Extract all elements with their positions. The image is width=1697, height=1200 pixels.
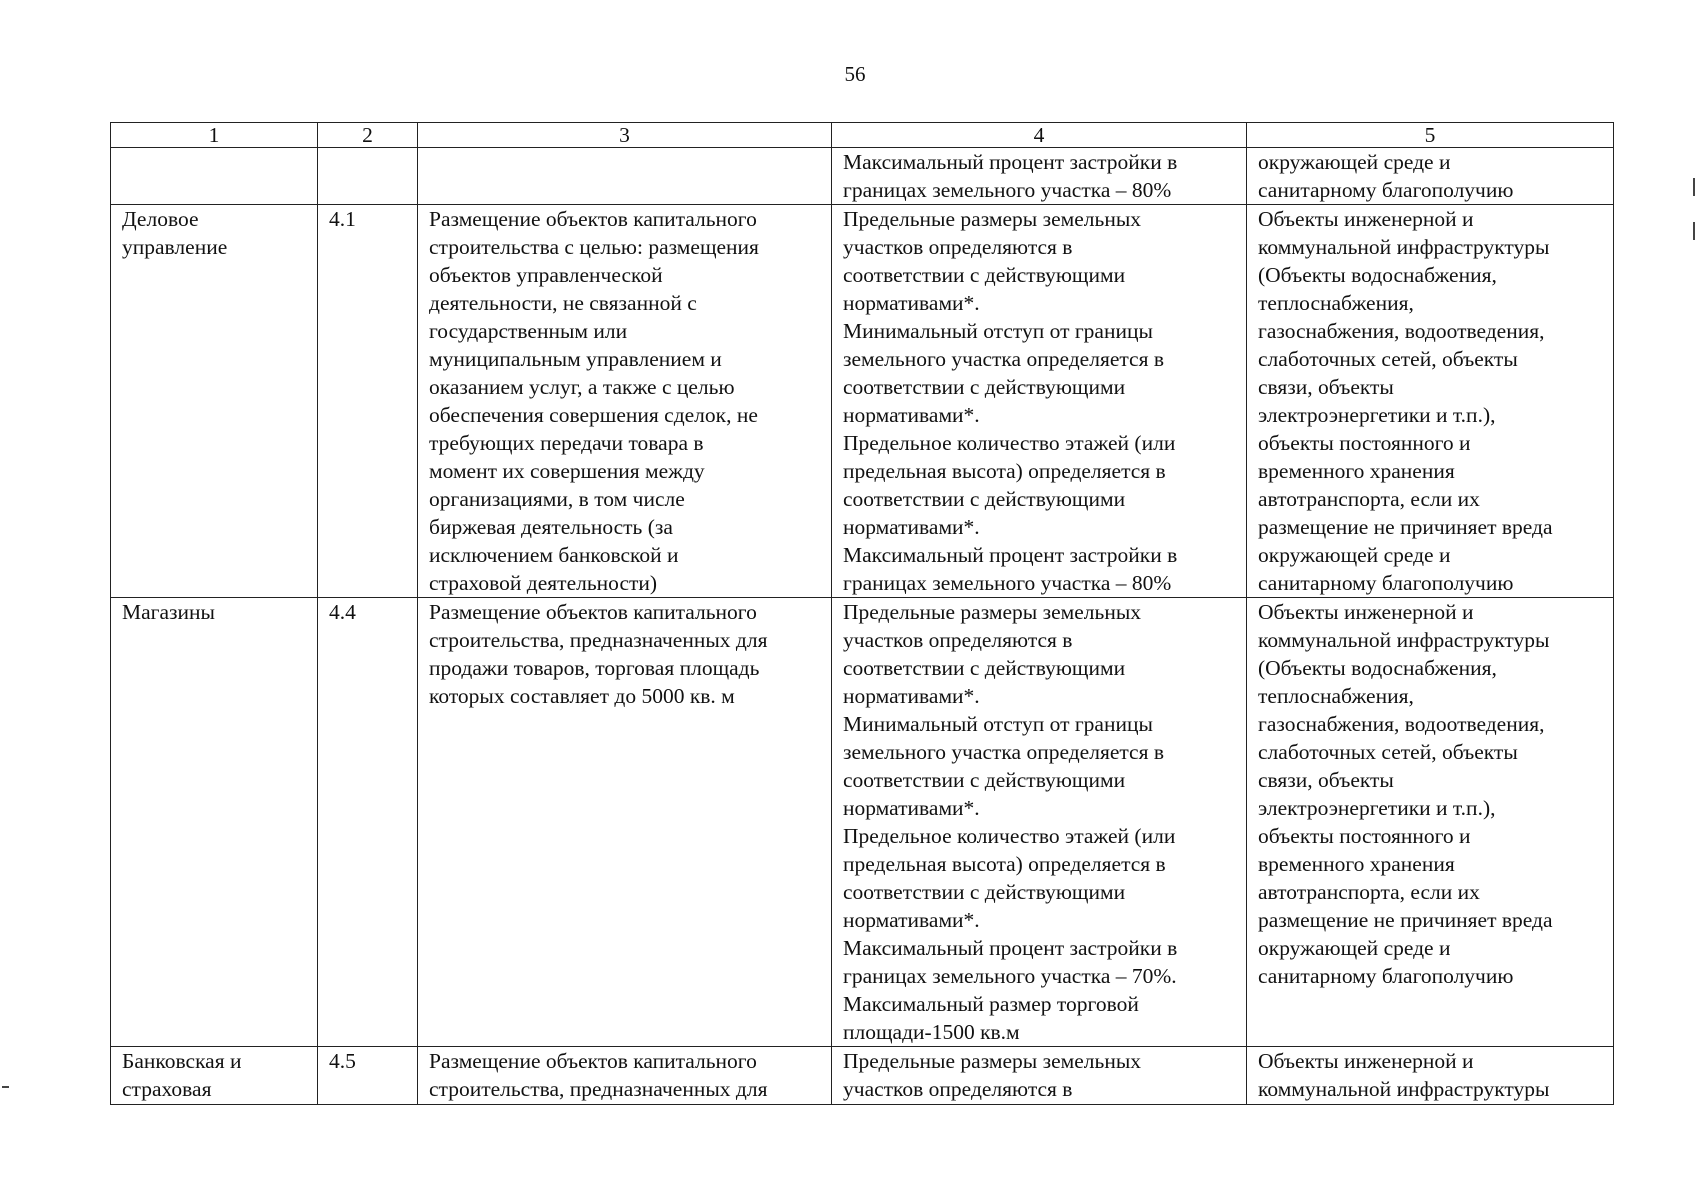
page-number: 56 xyxy=(844,62,866,86)
auxiliary-infrastructure-line: временного хранения xyxy=(1258,459,1455,483)
regulations-table xyxy=(110,122,1614,1105)
building-parameters-line: Предельные размеры земельных xyxy=(843,207,1142,231)
auxiliary-infrastructure xyxy=(1247,148,1614,205)
land-use-name-line: Банковская и xyxy=(122,1049,242,1073)
building-parameters-line: нормативами*. xyxy=(843,796,980,820)
land-use-description xyxy=(418,205,832,598)
building-parameters-line: соответствии с действующими xyxy=(843,263,1126,287)
land-use-description-line: строительства, предназначенных для xyxy=(429,1077,768,1101)
auxiliary-infrastructure-line: (Объекты водоснабжения, xyxy=(1258,263,1497,287)
land-use-description-line: строительства, предназначенных для xyxy=(429,628,768,652)
building-parameters-line: площади-1500 кв.м xyxy=(843,1020,1020,1044)
auxiliary-infrastructure-line: теплоснабжения, xyxy=(1258,291,1414,315)
column-header-1: 1 xyxy=(111,123,318,148)
land-use-code xyxy=(318,148,418,205)
land-use-code: 4.5 xyxy=(318,1047,418,1105)
building-parameters-line: нормативами*. xyxy=(843,291,980,315)
land-use-description-line: объектов управленческой xyxy=(429,263,663,287)
auxiliary-infrastructure-line: временного хранения xyxy=(1258,852,1455,876)
building-parameters-line: Предельные размеры земельных xyxy=(843,600,1142,624)
building-parameters-line: нормативами*. xyxy=(843,684,980,708)
building-parameters-line: соответствии с действующими xyxy=(843,375,1126,399)
building-parameters-line: Максимальный размер торговой xyxy=(843,992,1139,1016)
land-use-name xyxy=(111,205,318,598)
auxiliary-infrastructure-line: окружающей среде и xyxy=(1258,936,1451,960)
auxiliary-infrastructure-line: Объекты инженерной и xyxy=(1258,207,1474,231)
land-use-code: 4.1 xyxy=(318,205,418,598)
auxiliary-infrastructure-line: газоснабжения, водоотведения, xyxy=(1258,319,1545,343)
column-header-3: 3 xyxy=(418,123,832,148)
building-parameters-line: Минимальный отступ от границы xyxy=(843,712,1153,736)
auxiliary-infrastructure-line: электроэнергетики и т.п.), xyxy=(1258,796,1496,820)
column-header-2: 2 xyxy=(318,123,418,148)
auxiliary-infrastructure-line: объекты постоянного и xyxy=(1258,824,1471,848)
building-parameters-line: нормативами*. xyxy=(843,515,980,539)
building-parameters xyxy=(832,1047,1247,1105)
building-parameters-line: нормативами*. xyxy=(843,403,980,427)
land-use-name-line: Магазины xyxy=(122,600,215,624)
building-parameters xyxy=(832,598,1247,1047)
auxiliary-infrastructure-line: (Объекты водоснабжения, xyxy=(1258,656,1497,680)
building-parameters-line: соответствии с действующими xyxy=(843,880,1126,904)
auxiliary-infrastructure-line: связи, объекты xyxy=(1258,375,1394,399)
auxiliary-infrastructure-line: санитарному благополучию xyxy=(1258,178,1514,202)
building-parameters-line: границах земельного участка – 80% xyxy=(843,178,1172,202)
building-parameters-line: нормативами*. xyxy=(843,908,980,932)
land-use-description-line: организациями, в том числе xyxy=(429,487,685,511)
auxiliary-infrastructure-line: объекты постоянного и xyxy=(1258,431,1471,455)
land-use-name-line: управление xyxy=(122,235,228,259)
scan-edge-mark xyxy=(1693,222,1695,240)
land-use-description xyxy=(418,598,832,1047)
auxiliary-infrastructure-line: газоснабжения, водоотведения, xyxy=(1258,712,1545,736)
land-use-description-line: муниципальным управлением и xyxy=(429,347,722,371)
auxiliary-infrastructure-line: Объекты инженерной и xyxy=(1258,1049,1474,1073)
land-use-code: 4.4 xyxy=(318,598,418,1047)
land-use-name xyxy=(111,1047,318,1105)
column-header-4: 4 xyxy=(832,123,1247,148)
table-header-row xyxy=(111,123,1614,148)
auxiliary-infrastructure-line: размещение не причиняет вреда xyxy=(1258,908,1553,932)
auxiliary-infrastructure-line: автотранспорта, если их xyxy=(1258,487,1480,511)
auxiliary-infrastructure-line: автотранспорта, если их xyxy=(1258,880,1480,904)
auxiliary-infrastructure xyxy=(1247,1047,1614,1105)
table-row xyxy=(111,148,1614,205)
building-parameters-line: земельного участка определяется в xyxy=(843,347,1164,371)
scan-edge-mark xyxy=(2,1086,9,1088)
land-use-name xyxy=(111,148,318,205)
land-use-description-line: исключением банковской и xyxy=(429,543,679,567)
land-use-description xyxy=(418,148,832,205)
building-parameters-line: Предельные размеры земельных xyxy=(843,1049,1142,1073)
land-use-description-line: деятельности, не связанной с xyxy=(429,291,697,315)
building-parameters-line: Максимальный процент застройки в xyxy=(843,543,1178,567)
auxiliary-infrastructure xyxy=(1247,205,1614,598)
land-use-description-line: Размещение объектов капитального xyxy=(429,207,757,231)
land-use-description-line: страховой деятельности) xyxy=(429,571,658,595)
building-parameters-line: границах земельного участка – 70%. xyxy=(843,964,1177,988)
building-parameters-line: соответствии с действующими xyxy=(843,768,1126,792)
auxiliary-infrastructure-line: коммунальной инфраструктуры xyxy=(1258,235,1550,259)
building-parameters-line: соответствии с действующими xyxy=(843,487,1126,511)
building-parameters-line: предельная высота) определяется в xyxy=(843,459,1166,483)
table-row xyxy=(111,205,1614,598)
land-use-description-line: государственным или xyxy=(429,319,628,343)
building-parameters-line: Предельное количество этажей (или xyxy=(843,824,1176,848)
auxiliary-infrastructure-line: слаботочных сетей, объекты xyxy=(1258,347,1518,371)
auxiliary-infrastructure-line: электроэнергетики и т.п.), xyxy=(1258,403,1496,427)
scan-edge-mark xyxy=(1693,178,1695,196)
building-parameters-line: соответствии с действующими xyxy=(843,656,1126,680)
auxiliary-infrastructure-line: санитарному благополучию xyxy=(1258,571,1514,595)
land-use-description-line: биржевая деятельность (за xyxy=(429,515,673,539)
building-parameters-line: предельная высота) определяется в xyxy=(843,852,1166,876)
auxiliary-infrastructure-line: коммунальной инфраструктуры xyxy=(1258,628,1550,652)
auxiliary-infrastructure-line: санитарному благополучию xyxy=(1258,964,1514,988)
auxiliary-infrastructure-line: окружающей среде и xyxy=(1258,543,1451,567)
building-parameters-line: Минимальный отступ от границы xyxy=(843,319,1153,343)
building-parameters-line: границах земельного участка – 80% xyxy=(843,571,1172,595)
building-parameters-line: Максимальный процент застройки в xyxy=(843,150,1178,174)
land-use-description-line: которых составляет до 5000 кв. м xyxy=(429,684,735,708)
table-row xyxy=(111,598,1614,1047)
building-parameters-line: участков определяются в xyxy=(843,1077,1073,1101)
land-use-name xyxy=(111,598,318,1047)
table-row xyxy=(111,1047,1614,1105)
land-use-description-line: строительства с целью: размещения xyxy=(429,235,759,259)
land-use-name-line: страховая xyxy=(122,1077,212,1101)
land-use-description-line: Размещение объектов капитального xyxy=(429,600,757,624)
auxiliary-infrastructure-line: размещение не причиняет вреда xyxy=(1258,515,1553,539)
building-parameters-line: Максимальный процент застройки в xyxy=(843,936,1178,960)
land-use-name-line: Деловое xyxy=(122,207,199,231)
land-use-description xyxy=(418,1047,832,1105)
auxiliary-infrastructure-line: Объекты инженерной и xyxy=(1258,600,1474,624)
auxiliary-infrastructure-line: слаботочных сетей, объекты xyxy=(1258,740,1518,764)
auxiliary-infrastructure-line: окружающей среде и xyxy=(1258,150,1451,174)
building-parameters-line: земельного участка определяется в xyxy=(843,740,1164,764)
auxiliary-infrastructure-line: связи, объекты xyxy=(1258,768,1394,792)
land-use-description-line: обеспечения совершения сделок, не xyxy=(429,403,758,427)
building-parameters-line: участков определяются в xyxy=(843,628,1073,652)
building-parameters xyxy=(832,148,1247,205)
auxiliary-infrastructure-line: коммунальной инфраструктуры xyxy=(1258,1077,1550,1101)
land-use-description-line: продажи товаров, торговая площадь xyxy=(429,656,760,680)
column-header-5: 5 xyxy=(1247,123,1614,148)
land-use-description-line: Размещение объектов капитального xyxy=(429,1049,757,1073)
land-use-description-line: требующих передачи товара в xyxy=(429,431,704,455)
auxiliary-infrastructure xyxy=(1247,598,1614,1047)
land-use-description-line: оказанием услуг, а также с целью xyxy=(429,375,735,399)
auxiliary-infrastructure-line: теплоснабжения, xyxy=(1258,684,1414,708)
building-parameters-line: Предельное количество этажей (или xyxy=(843,431,1176,455)
building-parameters xyxy=(832,205,1247,598)
building-parameters-line: участков определяются в xyxy=(843,235,1073,259)
land-use-description-line: момент их совершения между xyxy=(429,459,705,483)
